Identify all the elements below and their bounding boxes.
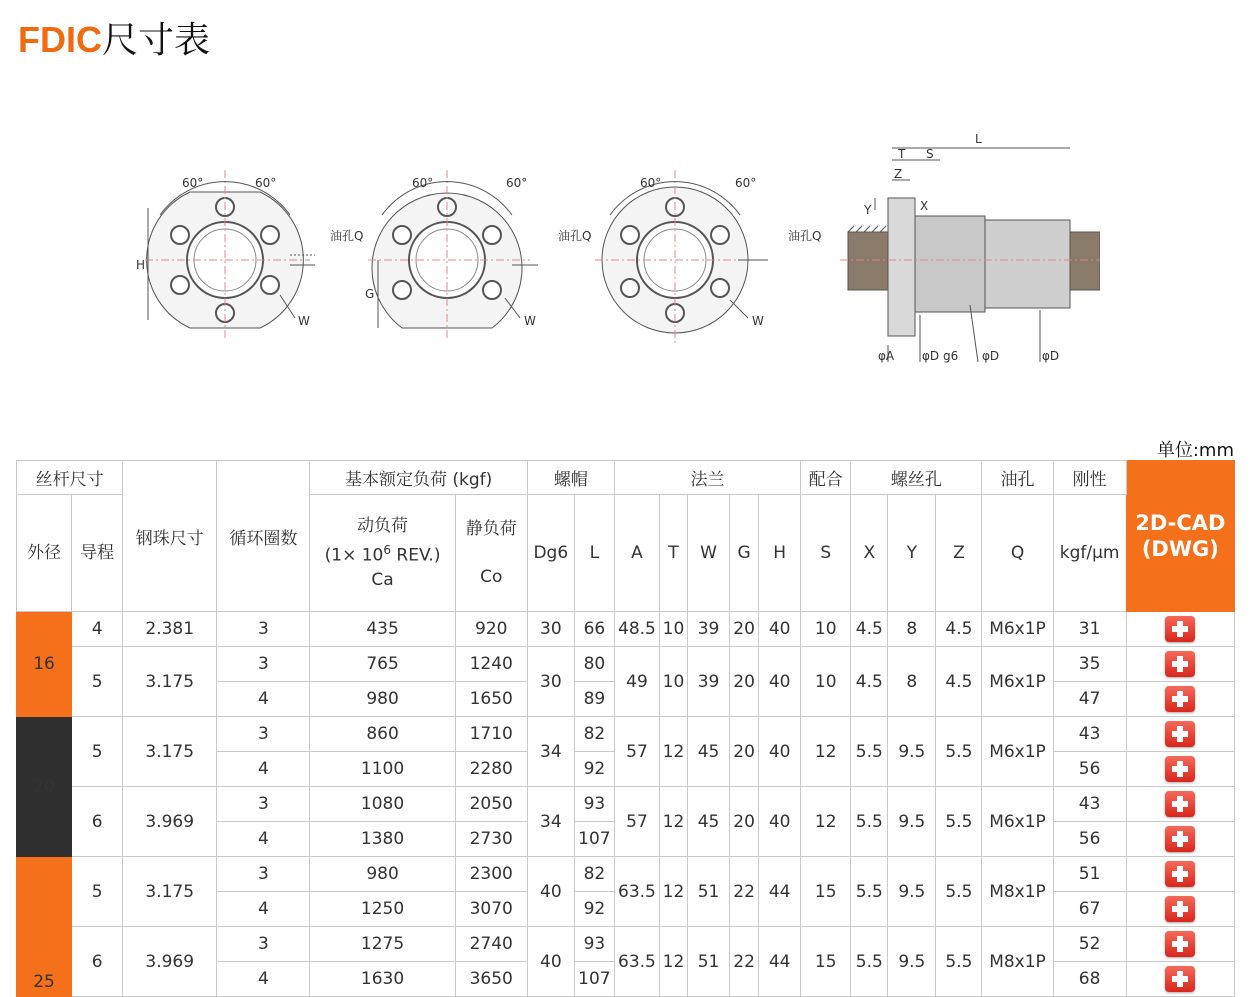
table-row <box>17 857 1235 892</box>
co-cell: 3650 <box>455 962 527 997</box>
y-label: Y <box>864 203 872 217</box>
g-cell: 20 <box>730 612 759 647</box>
h-cell: 44 <box>759 857 801 927</box>
g-label: G <box>365 287 375 301</box>
w-label: W <box>298 314 310 328</box>
table-row <box>17 717 1235 752</box>
circuits-cell: 4 <box>217 892 310 927</box>
g-cell: 20 <box>730 647 759 717</box>
static-label: 静负荷 <box>465 519 517 539</box>
table-row <box>17 647 1235 682</box>
s-cell: 15 <box>801 857 851 927</box>
s-label: S <box>926 147 934 161</box>
ca-cell: 1275 <box>310 927 455 962</box>
cad-cell <box>1126 927 1234 962</box>
rigidity-cell: 35 <box>1053 647 1126 682</box>
header-w: W <box>688 495 730 612</box>
header-bolt: 螺丝孔 <box>851 461 982 495</box>
header-g: G <box>730 495 759 612</box>
static-co: Co <box>480 567 503 587</box>
circuits-cell: 3 <box>217 717 310 752</box>
circuits-cell: 4 <box>217 682 310 717</box>
z-cell: 4.5 <box>936 647 982 717</box>
l-cell: 92 <box>574 752 614 787</box>
y-cell: 9.5 <box>888 717 936 787</box>
co-cell: 1710 <box>455 717 527 752</box>
circuits-cell: 3 <box>217 647 310 682</box>
diameter-cell: 16 <box>17 612 72 717</box>
diameter-cell: 25 <box>17 857 72 997</box>
l-cell: 93 <box>574 927 614 962</box>
co-cell: 1650 <box>455 682 527 717</box>
a-cell: 57 <box>614 717 659 787</box>
co-cell: 3070 <box>455 892 527 927</box>
rigidity-cell: 51 <box>1053 857 1126 892</box>
flange-view-2 <box>365 170 591 340</box>
w-cell: 39 <box>688 647 730 717</box>
diameter-cell: 20 <box>17 717 72 857</box>
phi-d-label: φD <box>1042 349 1060 363</box>
x-cell: 5.5 <box>851 927 888 997</box>
rigidity-cell: 52 <box>1053 927 1126 962</box>
cad-download-icon[interactable] <box>1165 826 1195 852</box>
x-cell: 5.5 <box>851 787 888 857</box>
l-cell: 82 <box>574 717 614 752</box>
rigidity-cell: 56 <box>1053 822 1126 857</box>
co-cell: 2280 <box>455 752 527 787</box>
header-ball: 钢珠尺寸 <box>123 461 217 612</box>
cad-cell <box>1126 717 1234 752</box>
h-cell: 40 <box>759 787 801 857</box>
a-cell: 48.5 <box>614 612 659 647</box>
dg6-cell: 34 <box>527 717 574 787</box>
cad-label-2: (DWG) <box>1141 537 1219 561</box>
cad-download-icon[interactable] <box>1165 791 1195 817</box>
h-cell: 40 <box>759 647 801 717</box>
dg6-cell: 40 <box>527 927 574 997</box>
g-cell: 20 <box>730 717 759 787</box>
rigidity-cell: 43 <box>1053 717 1126 752</box>
t-label: T <box>898 147 906 161</box>
s-cell: 15 <box>801 927 851 997</box>
q-cell: M6x1P <box>982 612 1053 647</box>
dg6-cell: 40 <box>527 857 574 927</box>
s-cell: 12 <box>801 717 851 787</box>
co-cell: 2730 <box>455 822 527 857</box>
cad-download-icon[interactable] <box>1165 756 1195 782</box>
header-h: H <box>759 495 801 612</box>
title-brand: FDIC <box>18 19 102 60</box>
header-q: Q <box>982 495 1053 612</box>
cad-cell <box>1126 752 1234 787</box>
y-cell: 9.5 <box>888 927 936 997</box>
t-cell: 12 <box>659 787 687 857</box>
a-cell: 57 <box>614 787 659 857</box>
y-cell: 8 <box>888 647 936 717</box>
table-row <box>17 612 1235 647</box>
co-cell: 1240 <box>455 647 527 682</box>
dynamic-rev-b: REV.) <box>391 545 441 566</box>
t-cell: 12 <box>659 857 687 927</box>
circuits-cell: 3 <box>217 857 310 892</box>
ca-cell: 1250 <box>310 892 455 927</box>
circuits-cell: 3 <box>217 787 310 822</box>
header-t: T <box>659 495 687 612</box>
l-cell: 93 <box>574 787 614 822</box>
h-label: H <box>136 258 146 272</box>
header-y: Y <box>888 495 936 612</box>
ball-cell: 3.969 <box>123 787 217 857</box>
circuits-cell: 4 <box>217 822 310 857</box>
header-z: Z <box>936 495 982 612</box>
lead-cell: 6 <box>72 787 123 857</box>
g-cell: 22 <box>730 857 759 927</box>
cad-cell <box>1126 857 1234 892</box>
circuits-cell: 3 <box>217 927 310 962</box>
header-cad <box>1126 461 1234 612</box>
circuits-cell: 4 <box>217 962 310 997</box>
s-cell: 10 <box>801 612 851 647</box>
x-cell: 5.5 <box>851 717 888 787</box>
cad-download-icon[interactable] <box>1165 721 1195 747</box>
cad-cell <box>1126 612 1234 647</box>
l-cell: 82 <box>574 857 614 892</box>
angle-label: 60° <box>506 176 528 190</box>
y-cell: 8 <box>888 612 936 647</box>
header-s: S <box>801 495 851 612</box>
angle-label: 60° <box>735 176 757 190</box>
x-cell: 5.5 <box>851 857 888 927</box>
header-rig-unit: kgf/μm <box>1053 495 1126 612</box>
title-rest: 尺寸表 <box>102 20 211 61</box>
dynamic-ca: Ca <box>371 569 394 590</box>
rigidity-cell: 31 <box>1053 612 1126 647</box>
phi-d-label: φD <box>982 349 1000 363</box>
table-row <box>17 787 1235 822</box>
phi-dg6-label: φD g6 <box>922 349 959 363</box>
co-cell: 2050 <box>455 787 527 822</box>
cad-download-icon[interactable] <box>1165 686 1195 712</box>
dg6-cell: 30 <box>527 612 574 647</box>
rigidity-cell: 43 <box>1053 787 1126 822</box>
header-dg6: Dg6 <box>527 495 574 612</box>
ball-cell: 3.175 <box>123 857 217 927</box>
h-cell: 44 <box>759 927 801 997</box>
y-cell: 9.5 <box>888 787 936 857</box>
co-cell: 2300 <box>455 857 527 892</box>
x-label: X <box>920 199 929 213</box>
ca-cell: 1100 <box>310 752 455 787</box>
cad-cell <box>1126 822 1234 857</box>
dg6-cell: 30 <box>527 647 574 717</box>
header-oil: 油孔 <box>982 461 1053 495</box>
header-screw: 丝杆尺寸 <box>17 461 123 495</box>
co-cell: 920 <box>455 612 527 647</box>
dynamic-exp: 6 <box>383 543 392 558</box>
angle-label: 60° <box>412 176 434 190</box>
dg6-cell: 34 <box>527 787 574 857</box>
dynamic-label: 动负荷 <box>357 516 409 537</box>
ball-cell: 3.175 <box>123 717 217 787</box>
header-static <box>455 495 527 612</box>
rigidity-cell: 67 <box>1053 892 1126 927</box>
page-title <box>18 18 210 63</box>
angle-label: 60° <box>640 176 662 190</box>
rigidity-cell: 47 <box>1053 682 1126 717</box>
ball-cell: 2.381 <box>123 612 217 647</box>
dynamic-rev-a: (1× 10 <box>324 545 384 566</box>
nut-side-view <box>840 132 1100 363</box>
lead-cell: 6 <box>72 927 123 997</box>
l-cell: 66 <box>574 612 614 647</box>
ca-cell: 1630 <box>310 962 455 997</box>
ball-cell: 3.969 <box>123 927 217 997</box>
ca-cell: 1380 <box>310 822 455 857</box>
z-cell: 4.5 <box>936 612 982 647</box>
w-cell: 45 <box>688 787 730 857</box>
q-cell: M8x1P <box>982 927 1053 997</box>
cad-download-icon[interactable] <box>1165 616 1195 642</box>
z-cell: 5.5 <box>936 717 982 787</box>
l-cell: 89 <box>574 682 614 717</box>
header-a: A <box>614 495 659 612</box>
header-nut: 螺帽 <box>527 461 614 495</box>
co-cell: 2740 <box>455 927 527 962</box>
l-cell: 92 <box>574 892 614 927</box>
l-cell: 80 <box>574 647 614 682</box>
header-l: L <box>574 495 614 612</box>
phi-a-label: φA <box>878 349 895 363</box>
x-cell: 4.5 <box>851 612 888 647</box>
a-cell: 63.5 <box>614 927 659 997</box>
cad-download-icon[interactable] <box>1165 651 1195 677</box>
header-flange: 法兰 <box>614 461 800 495</box>
q-cell: M6x1P <box>982 647 1053 717</box>
w-label: W <box>524 314 536 328</box>
s-cell: 12 <box>801 787 851 857</box>
cad-download-icon[interactable] <box>1165 896 1195 922</box>
z-label: Z <box>894 167 903 181</box>
l-cell: 107 <box>574 822 614 857</box>
h-cell: 40 <box>759 717 801 787</box>
z-cell: 5.5 <box>936 857 982 927</box>
header-rigidity: 刚性 <box>1053 461 1126 495</box>
z-cell: 5.5 <box>936 927 982 997</box>
header-lead: 导程 <box>72 495 123 612</box>
header-load: 基本额定负荷 (kgf) <box>310 461 527 495</box>
a-cell: 49 <box>614 647 659 717</box>
q-cell: M6x1P <box>982 787 1053 857</box>
oil-hole-label: 油孔Q <box>558 229 592 243</box>
w-label: W <box>752 314 764 328</box>
header-circuits: 循环圈数 <box>217 461 310 612</box>
lead-cell: 4 <box>72 612 123 647</box>
s-cell: 10 <box>801 647 851 717</box>
w-cell: 51 <box>688 857 730 927</box>
lead-cell: 5 <box>72 857 123 927</box>
header-od: 外径 <box>17 495 72 612</box>
header-dynamic <box>310 495 455 612</box>
z-cell: 5.5 <box>936 787 982 857</box>
rigidity-cell: 56 <box>1053 752 1126 787</box>
flange-view-3 <box>595 170 821 345</box>
l-cell: 107 <box>574 962 614 997</box>
a-cell: 63.5 <box>614 857 659 927</box>
t-cell: 12 <box>659 717 687 787</box>
header-fit: 配合 <box>801 461 851 495</box>
oil-hole-label: 油孔Q <box>788 229 822 243</box>
cad-cell <box>1126 787 1234 822</box>
unit-label: 单位:mm <box>1156 440 1234 461</box>
table-row <box>17 927 1235 962</box>
w-cell: 45 <box>688 717 730 787</box>
ca-cell: 860 <box>310 717 455 752</box>
cad-download-icon[interactable] <box>1165 931 1195 957</box>
flange-view-1 <box>136 170 363 340</box>
t-cell: 10 <box>659 647 687 717</box>
rigidity-cell: 68 <box>1053 962 1126 997</box>
ca-cell: 1080 <box>310 787 455 822</box>
l-label: L <box>975 132 982 146</box>
angle-label: 60° <box>255 176 277 190</box>
ca-cell: 980 <box>310 682 455 717</box>
dimension-table <box>16 460 1235 997</box>
cad-download-icon[interactable] <box>1165 966 1195 992</box>
cad-cell <box>1126 962 1234 997</box>
g-cell: 20 <box>730 787 759 857</box>
lead-cell: 5 <box>72 647 123 717</box>
y-cell: 9.5 <box>888 857 936 927</box>
circuits-cell: 3 <box>217 612 310 647</box>
lead-cell: 5 <box>72 717 123 787</box>
ca-cell: 980 <box>310 857 455 892</box>
oil-hole-label: 油孔Q <box>330 229 364 243</box>
q-cell: M6x1P <box>982 717 1053 787</box>
cad-cell <box>1126 647 1234 682</box>
ball-cell: 3.175 <box>123 647 217 717</box>
x-cell: 4.5 <box>851 647 888 717</box>
g-cell: 22 <box>730 927 759 997</box>
angle-label: 60° <box>182 176 204 190</box>
cad-label-1: 2D-CAD <box>1135 511 1226 535</box>
circuits-cell: 4 <box>217 752 310 787</box>
technical-drawings <box>120 130 1100 370</box>
ca-cell: 435 <box>310 612 455 647</box>
t-cell: 10 <box>659 612 687 647</box>
cad-cell <box>1126 682 1234 717</box>
header-x: X <box>851 495 888 612</box>
cad-download-icon[interactable] <box>1165 861 1195 887</box>
h-cell: 40 <box>759 612 801 647</box>
t-cell: 12 <box>659 927 687 997</box>
w-cell: 39 <box>688 612 730 647</box>
ca-cell: 765 <box>310 647 455 682</box>
q-cell: M8x1P <box>982 857 1053 927</box>
cad-cell <box>1126 892 1234 927</box>
w-cell: 51 <box>688 927 730 997</box>
